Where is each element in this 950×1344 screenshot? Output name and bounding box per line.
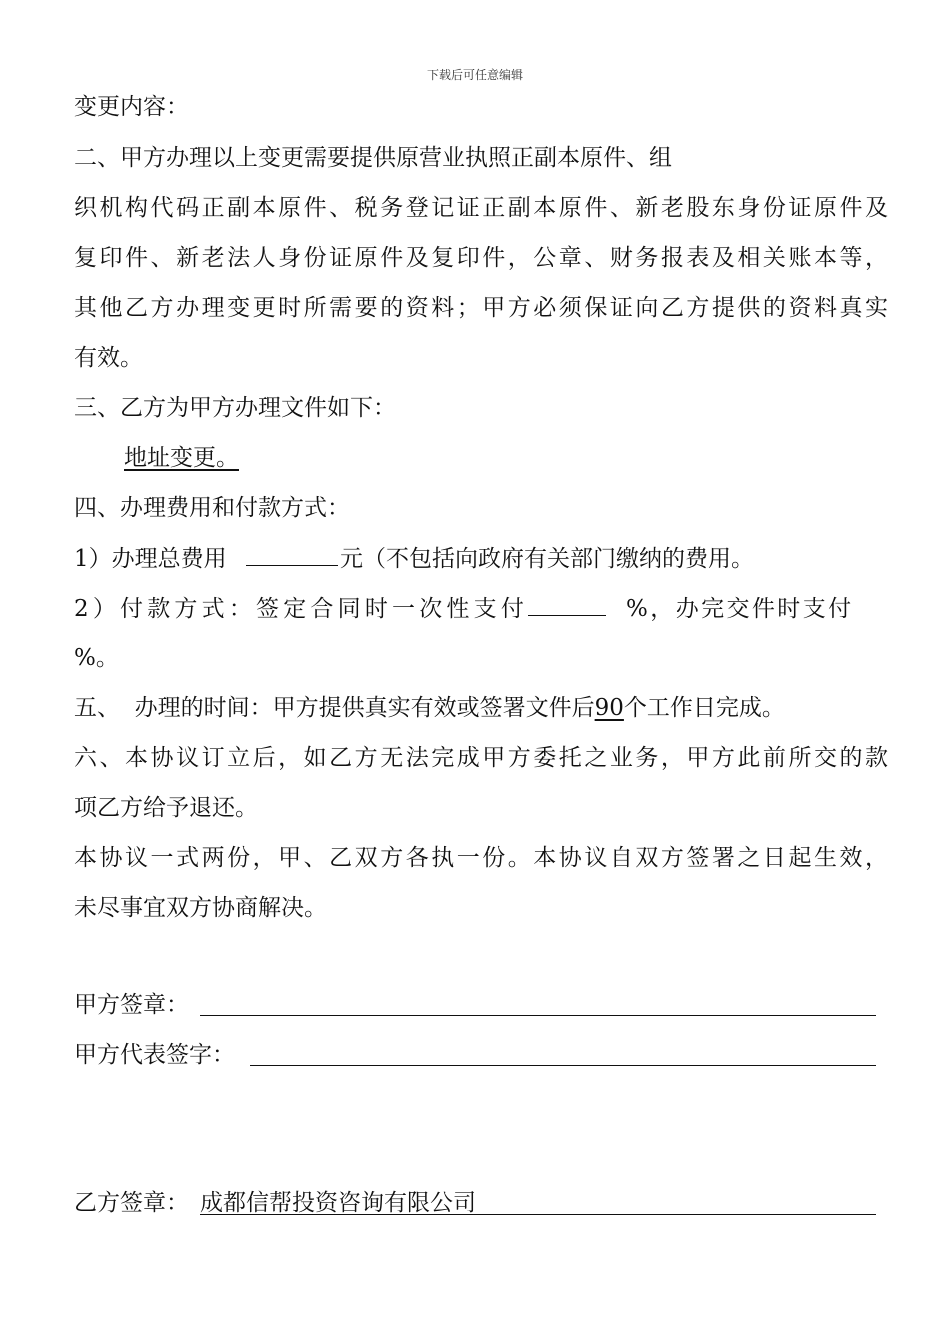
clause-2-line-2: 织机构代码正副本原件、税务登记证正副本原件、新老股东身份证原件及 (74, 195, 888, 221)
clause-2-line-1: 二、甲方办理以上变更需要提供原营业执照正副本原件、组 (74, 145, 672, 171)
party-a-rep-label: 甲方代表签字： (74, 1042, 235, 1068)
payment-note: %，办完交件时支付 (626, 596, 854, 622)
header-note: 下载后可任意编辑 (426, 68, 523, 82)
clause-2-line-5: 有效。 (74, 345, 143, 371)
total-fee-blank (246, 543, 338, 566)
clause-5-end: 个工作日完成。 (623, 695, 785, 721)
party-a-seal-line (200, 1015, 876, 1016)
clause-6-line-2: 项乙方给予退还。 (74, 795, 258, 821)
clause-4-payment (74, 593, 888, 624)
clause-5-text: 五、 办理的时间：甲方提供真实有效或签署文件后 (74, 695, 595, 721)
clause-4-payment-end: %。 (74, 645, 119, 671)
party-b-seal-label: 乙方签章： (74, 1190, 189, 1216)
agreement-line-2: 未尽事宜双方协商解决。 (74, 895, 327, 921)
clause-6-line-1: 六、本协议订立后，如乙方无法完成甲方委托之业务，甲方此前所交的款 (74, 745, 888, 771)
clause-5-days: 90 (594, 695, 624, 721)
total-fee-label: 1）办理总费用 (74, 546, 227, 572)
clause-3-item: 地址变更。 (124, 445, 239, 471)
payment-blank (528, 593, 606, 616)
clause-3-title: 三、乙方为甲方办理文件如下： (74, 395, 396, 421)
clause-4-total-fee (74, 543, 754, 574)
party-a-seal-label: 甲方签章： (74, 992, 189, 1018)
clause-4-title: 四、办理费用和付款方式： (74, 495, 350, 521)
section-change-content: 变更内容： (74, 94, 189, 120)
total-fee-note: 元（不包括向政府有关部门缴纳的费用。 (339, 546, 754, 572)
party-b-seal-line (200, 1214, 876, 1215)
payment-label: 2）付款方式：签定合同时一次性支付 (74, 596, 529, 622)
clause-5 (74, 693, 785, 723)
clause-2-line-3: 复印件、新老法人身份证原件及复印件，公章、财务报表及相关账本等， (74, 245, 888, 271)
clause-2-line-4: 其他乙方办理变更时所需要的资料；甲方必须保证向乙方提供的资料真实 (74, 295, 888, 321)
party-a-rep-line (250, 1065, 876, 1066)
agreement-line-1: 本协议一式两份，甲、乙双方各执一份。本协议自双方签署之日起生效， (74, 845, 888, 871)
party-b-company: 成都信帮投资咨询有限公司 (200, 1190, 476, 1216)
